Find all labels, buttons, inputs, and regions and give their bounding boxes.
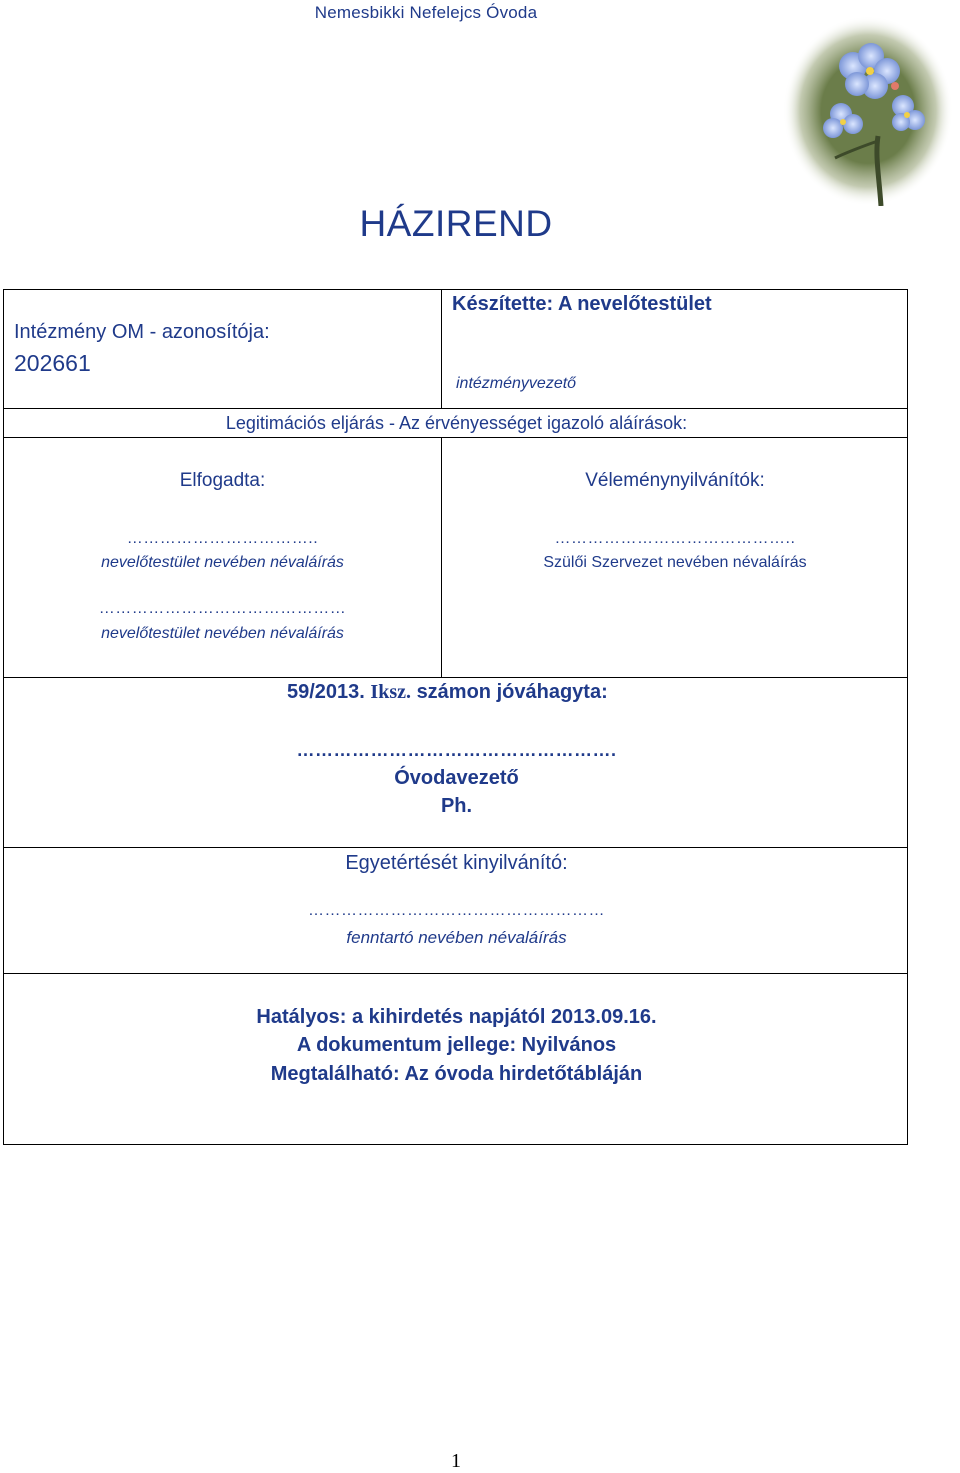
document-info-table [3,289,908,1145]
divider-row3 [4,677,907,678]
consent-heading: Egyetértését kinyilvánító: [345,852,568,874]
legitimation-heading: Legitimációs eljárás - Az érvényességet igazoló aláírások: [225,413,688,433]
parents-signature-caption: Szülői Szervezet nevében névaláírás [543,554,807,571]
approval-line [287,681,608,704]
maintainer-signature-caption: fenntartó nevében névaláírás [346,928,567,947]
parents-signature-line: …………………………………….. [554,530,796,547]
approval-iksz: Iksz. [370,681,411,703]
staff-signature-caption-2: nevelőtestület nevében névaláírás [101,625,344,642]
document-type: A dokumentum jellege: Nyilvános [296,1034,617,1056]
staff-signature-line-2: ……………………………………… [98,600,347,617]
institution-head-role: intézményvezető [456,375,577,392]
divider-row1 [4,408,907,409]
approval-number: 59/2013. [287,681,365,703]
school-name-header: Nemesbikki Nefelejcs Óvoda [314,3,538,22]
document-location: Megtalálható: Az óvoda hirdetőtábláján [270,1063,643,1085]
opinion-givers-label: Véleménynyilvánítók: [585,470,765,491]
made-by-label: Készítette: A nevelőtestület [452,293,712,315]
divider-vertical-top [441,290,442,408]
divider-row2 [4,437,907,438]
approval-text: számon jóváhagyta: [416,681,608,703]
forget-me-not-flower-image [783,16,953,206]
om-value: 202661 [14,350,91,376]
document-title: HÁZIREND [359,203,553,244]
accepted-label: Elfogadta: [179,470,266,491]
stamp-label: Ph. [440,795,473,817]
head-signature-line: ……………………………………………. [296,740,617,760]
maintainer-signature-line: ……………………………………………… [308,902,605,919]
divider-row4 [4,847,907,848]
divider-row5 [4,973,907,974]
page-number: 1 [451,1450,461,1472]
om-label: Intézmény OM - azonosítója: [14,321,270,343]
staff-signature-line-1: …………………………….. [126,530,319,547]
effective-date: Hatályos: a kihirdetés napjától 2013.09.16. [256,1006,657,1028]
staff-signature-caption-1: nevelőtestület nevében névaláírás [101,554,344,571]
kindergarten-head-role: Óvodavezető [394,767,519,789]
